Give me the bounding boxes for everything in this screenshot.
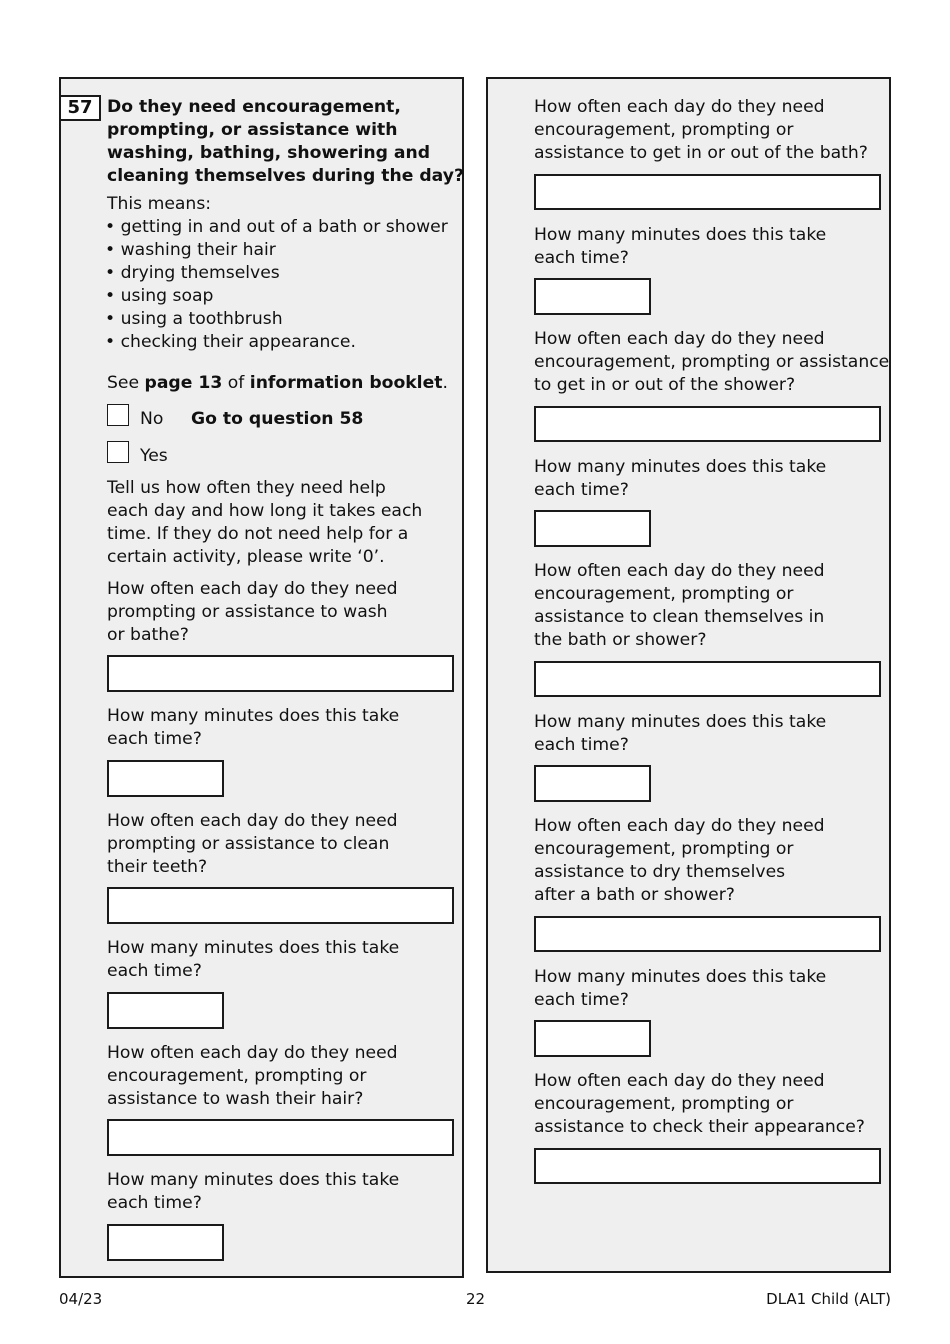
clean-themselves-minutes-input[interactable] bbox=[534, 765, 651, 802]
how-often-question: prompting or assistance to clean bbox=[107, 834, 390, 854]
instruction-line: time. If they do not need help for a bbox=[107, 524, 409, 544]
question-title-line: washing, bathing, showering and bbox=[107, 143, 431, 163]
how-often-question: How often each day do they need bbox=[534, 97, 825, 117]
minutes-question: each time? bbox=[534, 990, 629, 1010]
form-id: DLA1 Child (ALT) bbox=[766, 1290, 891, 1308]
minutes-question: How many minutes does this take bbox=[107, 938, 400, 958]
minutes-question: How many minutes does this take bbox=[534, 967, 827, 987]
how-often-question: How often each day do they need bbox=[107, 579, 398, 599]
list-item: • drying themselves bbox=[105, 262, 448, 285]
means-list bbox=[105, 216, 448, 354]
clean-teeth-frequency-input[interactable] bbox=[107, 887, 454, 924]
how-often-question: after a bath or shower? bbox=[534, 885, 735, 905]
minutes-question: How many minutes does this take bbox=[107, 706, 400, 726]
list-item: • checking their appearance. bbox=[105, 331, 448, 354]
instruction-line: certain activity, please write ‘0’. bbox=[107, 547, 385, 567]
minutes-question: each time? bbox=[107, 961, 202, 981]
how-often-question: How often each day do they need bbox=[534, 561, 825, 581]
how-often-question: encouragement, prompting or assistance bbox=[534, 352, 890, 372]
list-item: • getting in and out of a bath or shower bbox=[105, 216, 448, 239]
minutes-question: each time? bbox=[534, 480, 629, 500]
how-often-question: encouragement, prompting or bbox=[534, 120, 794, 140]
how-often-question: How often each day do they need bbox=[534, 329, 825, 349]
how-often-question: or bathe? bbox=[107, 625, 189, 645]
dry-themselves-minutes-input[interactable] bbox=[534, 1020, 651, 1057]
how-often-question: How often each day do they need bbox=[107, 811, 398, 831]
instruction-line: each day and how long it takes each bbox=[107, 501, 423, 521]
clean-themselves-frequency-input[interactable] bbox=[534, 661, 881, 697]
minutes-question: How many minutes does this take bbox=[107, 1170, 400, 1190]
dry-themselves-frequency-input[interactable] bbox=[534, 916, 881, 952]
how-often-question: assistance to clean themselves in bbox=[534, 607, 825, 627]
minutes-question: each time? bbox=[107, 1193, 202, 1213]
goto-instruction: Go to question 58 bbox=[191, 409, 364, 429]
booklet-reference bbox=[107, 372, 448, 395]
how-often-question: encouragement, prompting or bbox=[107, 1066, 367, 1086]
see-suffix: . bbox=[442, 373, 448, 393]
how-often-question: assistance to dry themselves bbox=[534, 862, 786, 882]
footer-date: 04/23 bbox=[59, 1290, 103, 1308]
bath-in-out-minutes-input[interactable] bbox=[534, 278, 651, 315]
no-label: No bbox=[140, 409, 164, 429]
how-often-question: to get in or out of the shower? bbox=[534, 375, 796, 395]
shower-in-out-frequency-input[interactable] bbox=[534, 406, 881, 442]
how-often-question: How often each day do they need bbox=[534, 1071, 825, 1091]
list-item: • using a toothbrush bbox=[105, 308, 448, 331]
instruction-line: Tell us how often they need help bbox=[107, 478, 386, 498]
no-checkbox[interactable] bbox=[107, 404, 129, 426]
see-booklet: information booklet bbox=[249, 373, 443, 393]
wash-hair-frequency-input[interactable] bbox=[107, 1119, 454, 1156]
question-title-line: Do they need encouragement, bbox=[107, 97, 401, 117]
right-panel bbox=[486, 77, 891, 1273]
see-mid: of bbox=[222, 373, 250, 393]
page-number: 22 bbox=[466, 1290, 486, 1308]
how-often-question: How often each day do they need bbox=[107, 1043, 398, 1063]
how-often-question: prompting or assistance to wash bbox=[107, 602, 388, 622]
see-prefix: See bbox=[107, 373, 145, 393]
how-often-question: How often each day do they need bbox=[534, 816, 825, 836]
how-often-question: assistance to get in or out of the bath? bbox=[534, 143, 868, 163]
wash-bathe-frequency-input[interactable] bbox=[107, 655, 454, 692]
minutes-question: each time? bbox=[534, 735, 629, 755]
shower-in-out-minutes-input[interactable] bbox=[534, 510, 651, 547]
question-title-line: prompting, or assistance with bbox=[107, 120, 398, 140]
yes-checkbox[interactable] bbox=[107, 441, 129, 463]
question-title-line: cleaning themselves during the day? bbox=[107, 166, 464, 186]
minutes-question: How many minutes does this take bbox=[534, 457, 827, 477]
clean-teeth-minutes-input[interactable] bbox=[107, 992, 224, 1029]
list-item: • washing their hair bbox=[105, 239, 448, 262]
check-appearance-frequency-input[interactable] bbox=[534, 1148, 881, 1184]
means-label: This means: bbox=[107, 194, 212, 214]
see-page: page 13 bbox=[144, 373, 223, 393]
bath-in-out-frequency-input[interactable] bbox=[534, 174, 881, 210]
list-item: • using soap bbox=[105, 285, 448, 308]
how-often-question: encouragement, prompting or bbox=[534, 584, 794, 604]
how-often-question: encouragement, prompting or bbox=[534, 839, 794, 859]
minutes-question: How many minutes does this take bbox=[534, 712, 827, 732]
wash-hair-minutes-input[interactable] bbox=[107, 1224, 224, 1261]
question-number: 57 bbox=[59, 95, 101, 121]
left-panel bbox=[59, 77, 464, 1278]
how-often-question: assistance to wash their hair? bbox=[107, 1089, 364, 1109]
minutes-question: each time? bbox=[534, 248, 629, 268]
how-often-question: assistance to check their appearance? bbox=[534, 1117, 865, 1137]
wash-bathe-minutes-input[interactable] bbox=[107, 760, 224, 797]
minutes-question: each time? bbox=[107, 729, 202, 749]
minutes-question: How many minutes does this take bbox=[534, 225, 827, 245]
how-often-question: encouragement, prompting or bbox=[534, 1094, 794, 1114]
yes-label: Yes bbox=[140, 446, 168, 466]
how-often-question: the bath or shower? bbox=[534, 630, 707, 650]
how-often-question: their teeth? bbox=[107, 857, 208, 877]
